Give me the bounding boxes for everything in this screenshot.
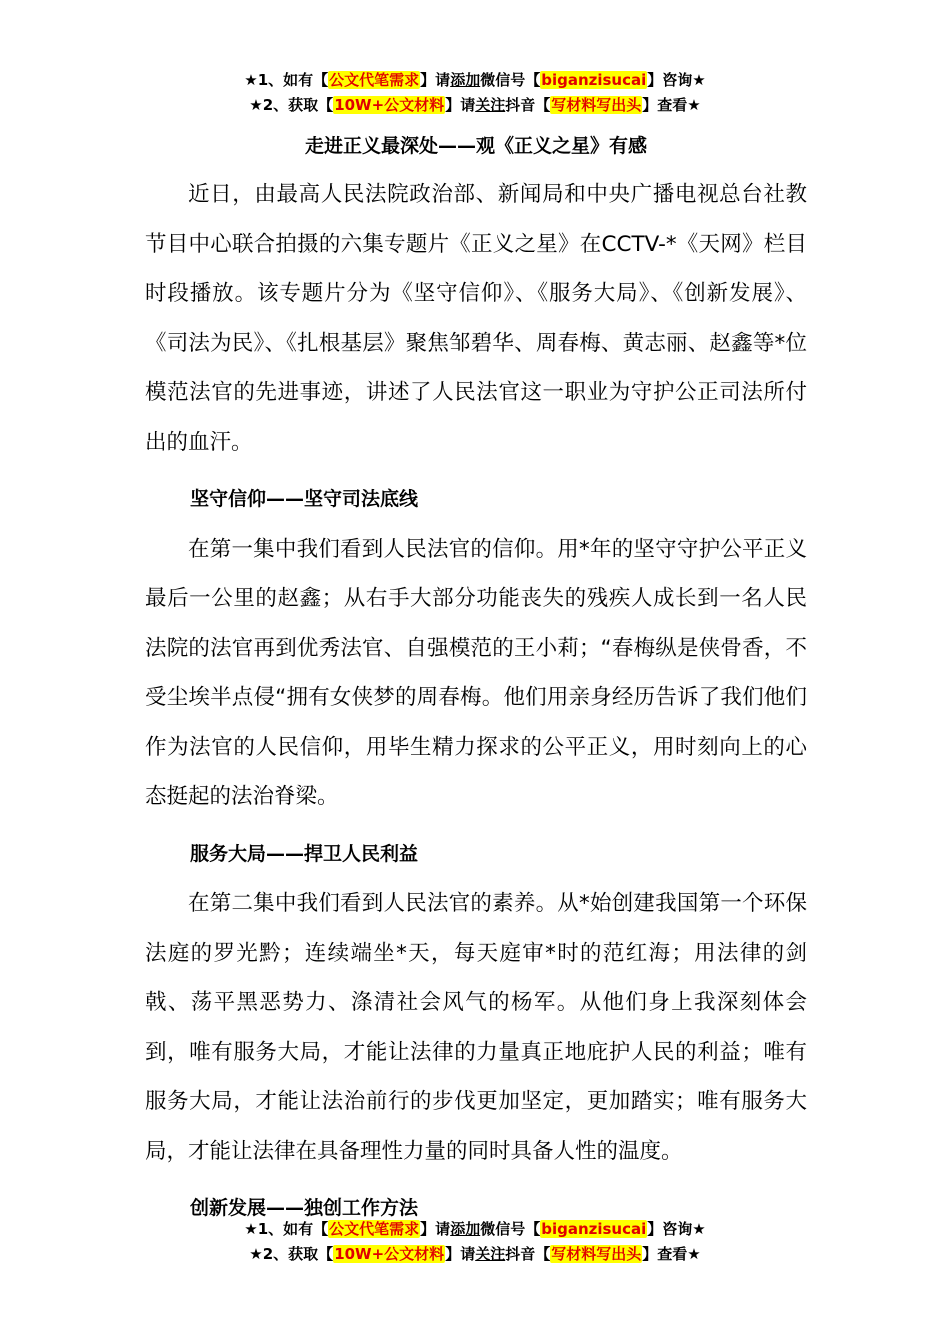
intro-paragraph: 近日，由最高人民法院政治部、新闻局和中央广播电视总台社教节目中心联合拍摄的六集专题片《正义之星》在CCTV-*《天网》栏目时段播放。该专题片分为《坚守信仰》、《服务大局》、《创新发展》、《司法为民》、《扎根基层》聚焦邹碧华、周春梅、黄志丽、赵鑫等*位模范法官的先进事迹，讲述了人民法官这一职业为守护公正司法所付出的血汗。 [145, 182, 807, 455]
article-title: 走进正义最深处——观《正义之星》有感 [304, 135, 647, 157]
section-paragraph-2: 在第二集中我们看到人民法官的素养。从*始创建我国第一个环保法庭的罗光黔；连续端坐*天，每天庭审*时的范红海；用法律的剑戟、荡平黑恶势力、涤清社会风气的杨军。从他们身上我深刻体会到，唯有服务大局，才能让法律的力量真正地庇护人民的利益；唯有服务大局，才能让法治前行的步伐更加坚定，更加踏实；唯有服务大局，才能让法律在具备理性力量的同时具备人性的温度。 [145, 891, 807, 1164]
banner-text: 】咨询★ [647, 71, 706, 89]
highlight-douyin-account: 写材料写出头 [551, 96, 642, 114]
banner-text: ★1、如有【 [244, 71, 329, 89]
banner-line-1 [0, 1217, 950, 1242]
banner-text: 微信号【 [480, 71, 541, 89]
banner-line-2 [0, 93, 950, 118]
top-banner [0, 68, 950, 118]
underlined-text: 关注 [475, 1245, 506, 1263]
banner-text: 】查看★ [642, 96, 701, 114]
bottom-banner [0, 1217, 950, 1267]
banner-line-1 [0, 68, 950, 93]
section-heading-2: 服务大局——捍卫人民利益 [190, 842, 419, 865]
highlight-materials: 10W+公文材料 [334, 1245, 445, 1263]
underlined-text: 添加 [450, 71, 481, 89]
banner-text: 】查看★ [642, 1245, 701, 1263]
banner-text: 抖音【 [505, 1245, 551, 1263]
banner-text: 】请 [445, 1245, 476, 1263]
article [145, 128, 807, 1234]
banner-text: 】请 [420, 1220, 451, 1238]
banner-line-2 [0, 1242, 950, 1267]
banner-text: 】请 [420, 71, 451, 89]
section-paragraph-1: 在第一集中我们看到人民法官的信仰。用*年的坚守守护公平正义最后一公里的赵鑫；从右手大部分功能丧失的残疾人成长到一名人民法院的法官再到优秀法官、自强模范的王小莉；“春梅纵是侠骨香，不受尘埃半点侵“拥有女侠梦的周春梅。他们用亲身经历告诉了我们他们作为法官的人民信仰，用毕生精力探求的公平正义，用时刻向上的心态挺起的法治脊梁。 [145, 536, 807, 809]
banner-text: 】咨询★ [647, 1220, 706, 1238]
section-heading-1: 坚守信仰——坚守司法底线 [190, 488, 419, 510]
underlined-text: 添加 [450, 1220, 481, 1238]
highlight-materials: 10W+公文材料 [334, 96, 445, 114]
highlight-wechat-id: biganzisucai [541, 1220, 647, 1238]
banner-text: ★1、如有【 [244, 1220, 329, 1238]
banner-text: 】请 [445, 96, 476, 114]
underlined-text: 关注 [475, 96, 506, 114]
highlight-douyin-account: 写材料写出头 [551, 1245, 642, 1263]
highlight-writing-service: 公文代笔需求 [329, 71, 420, 89]
banner-text: ★2、获取【 [249, 96, 334, 114]
banner-text: 抖音【 [505, 96, 551, 114]
highlight-wechat-id: biganzisucai [541, 71, 647, 89]
highlight-writing-service: 公文代笔需求 [329, 1220, 420, 1238]
banner-text: 微信号【 [480, 1220, 541, 1238]
banner-text: ★2、获取【 [249, 1245, 334, 1263]
section-heading-3: 创新发展——独创工作方法 [190, 1197, 419, 1219]
